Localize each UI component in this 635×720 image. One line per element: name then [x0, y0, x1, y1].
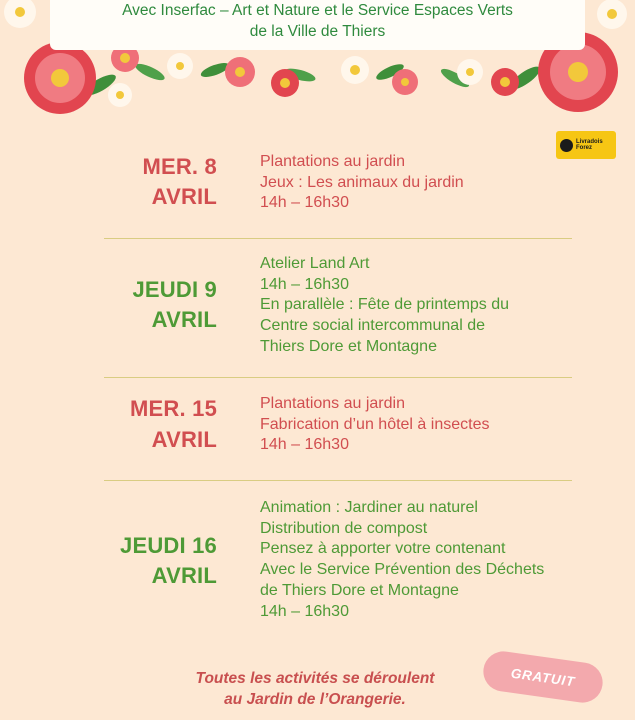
- event-day: MER. 15: [130, 396, 217, 421]
- event-details: [260, 254, 620, 358]
- event-details: [260, 498, 620, 622]
- logo-text: Livradois Forez: [576, 138, 603, 151]
- event-detail-line: Plantations au jardin: [260, 153, 405, 170]
- event-detail-line: de Thiers Dore et Montagne: [260, 581, 459, 599]
- free-badge: [481, 649, 605, 705]
- divider: [104, 377, 572, 378]
- header-line-2: de la Ville de Thiers: [249, 23, 386, 40]
- event-day: JEUDI 16: [120, 533, 217, 558]
- event-details: [260, 152, 620, 214]
- event-detail-line: Distribution de compost: [260, 519, 428, 537]
- red-flower-left-icon: [24, 42, 96, 114]
- event-detail-line: Centre social intercommunal de: [260, 317, 485, 335]
- event-detail-line: En parallèle : Fête de printemps du: [260, 296, 510, 314]
- location-note: [150, 668, 480, 710]
- event-detail-line: Atelier Land Art: [260, 255, 370, 272]
- header-line-1: Avec Inserfac – Art et Nature et le Service Espaces Verts: [122, 2, 513, 19]
- location-line-2: au Jardin de l’Orangerie.: [224, 691, 406, 708]
- event-month: AVRIL: [151, 184, 217, 209]
- event-detail-line: 14h – 16h30: [260, 275, 349, 293]
- event-detail-line: Jeux : Les animaux du jardin: [260, 173, 464, 191]
- event-detail-line: 14h – 16h30: [260, 602, 349, 620]
- logo-mark-icon: [560, 139, 573, 152]
- divider: [104, 238, 572, 239]
- event-detail-line: Avec le Service Prévention des Déchets: [260, 561, 545, 579]
- divider: [104, 480, 572, 481]
- event-month: AVRIL: [151, 307, 217, 332]
- event-detail-line: 14h – 16h30: [260, 194, 349, 212]
- location-line-1: Toutes les activités se déroulent: [195, 670, 435, 687]
- event-detail-line: 14h – 16h30: [260, 436, 349, 454]
- free-badge-label: GRATUIT: [509, 665, 577, 689]
- event-month: AVRIL: [151, 427, 217, 452]
- event-detail-line: Pensez à apporter votre contenant: [260, 540, 506, 558]
- event-detail-line: Animation : Jardiner au naturel: [260, 499, 478, 516]
- event-detail-line: Thiers Dore et Montagne: [260, 337, 437, 355]
- header-card: [50, 0, 585, 50]
- event-detail-line: Fabrication d’un hôtel à insectes: [260, 415, 490, 433]
- event-day: MER. 8: [142, 154, 217, 179]
- event-details: [260, 394, 620, 456]
- event-month: AVRIL: [151, 563, 217, 588]
- event-day: JEUDI 9: [132, 277, 217, 302]
- event-detail-line: Plantations au jardin: [260, 395, 405, 412]
